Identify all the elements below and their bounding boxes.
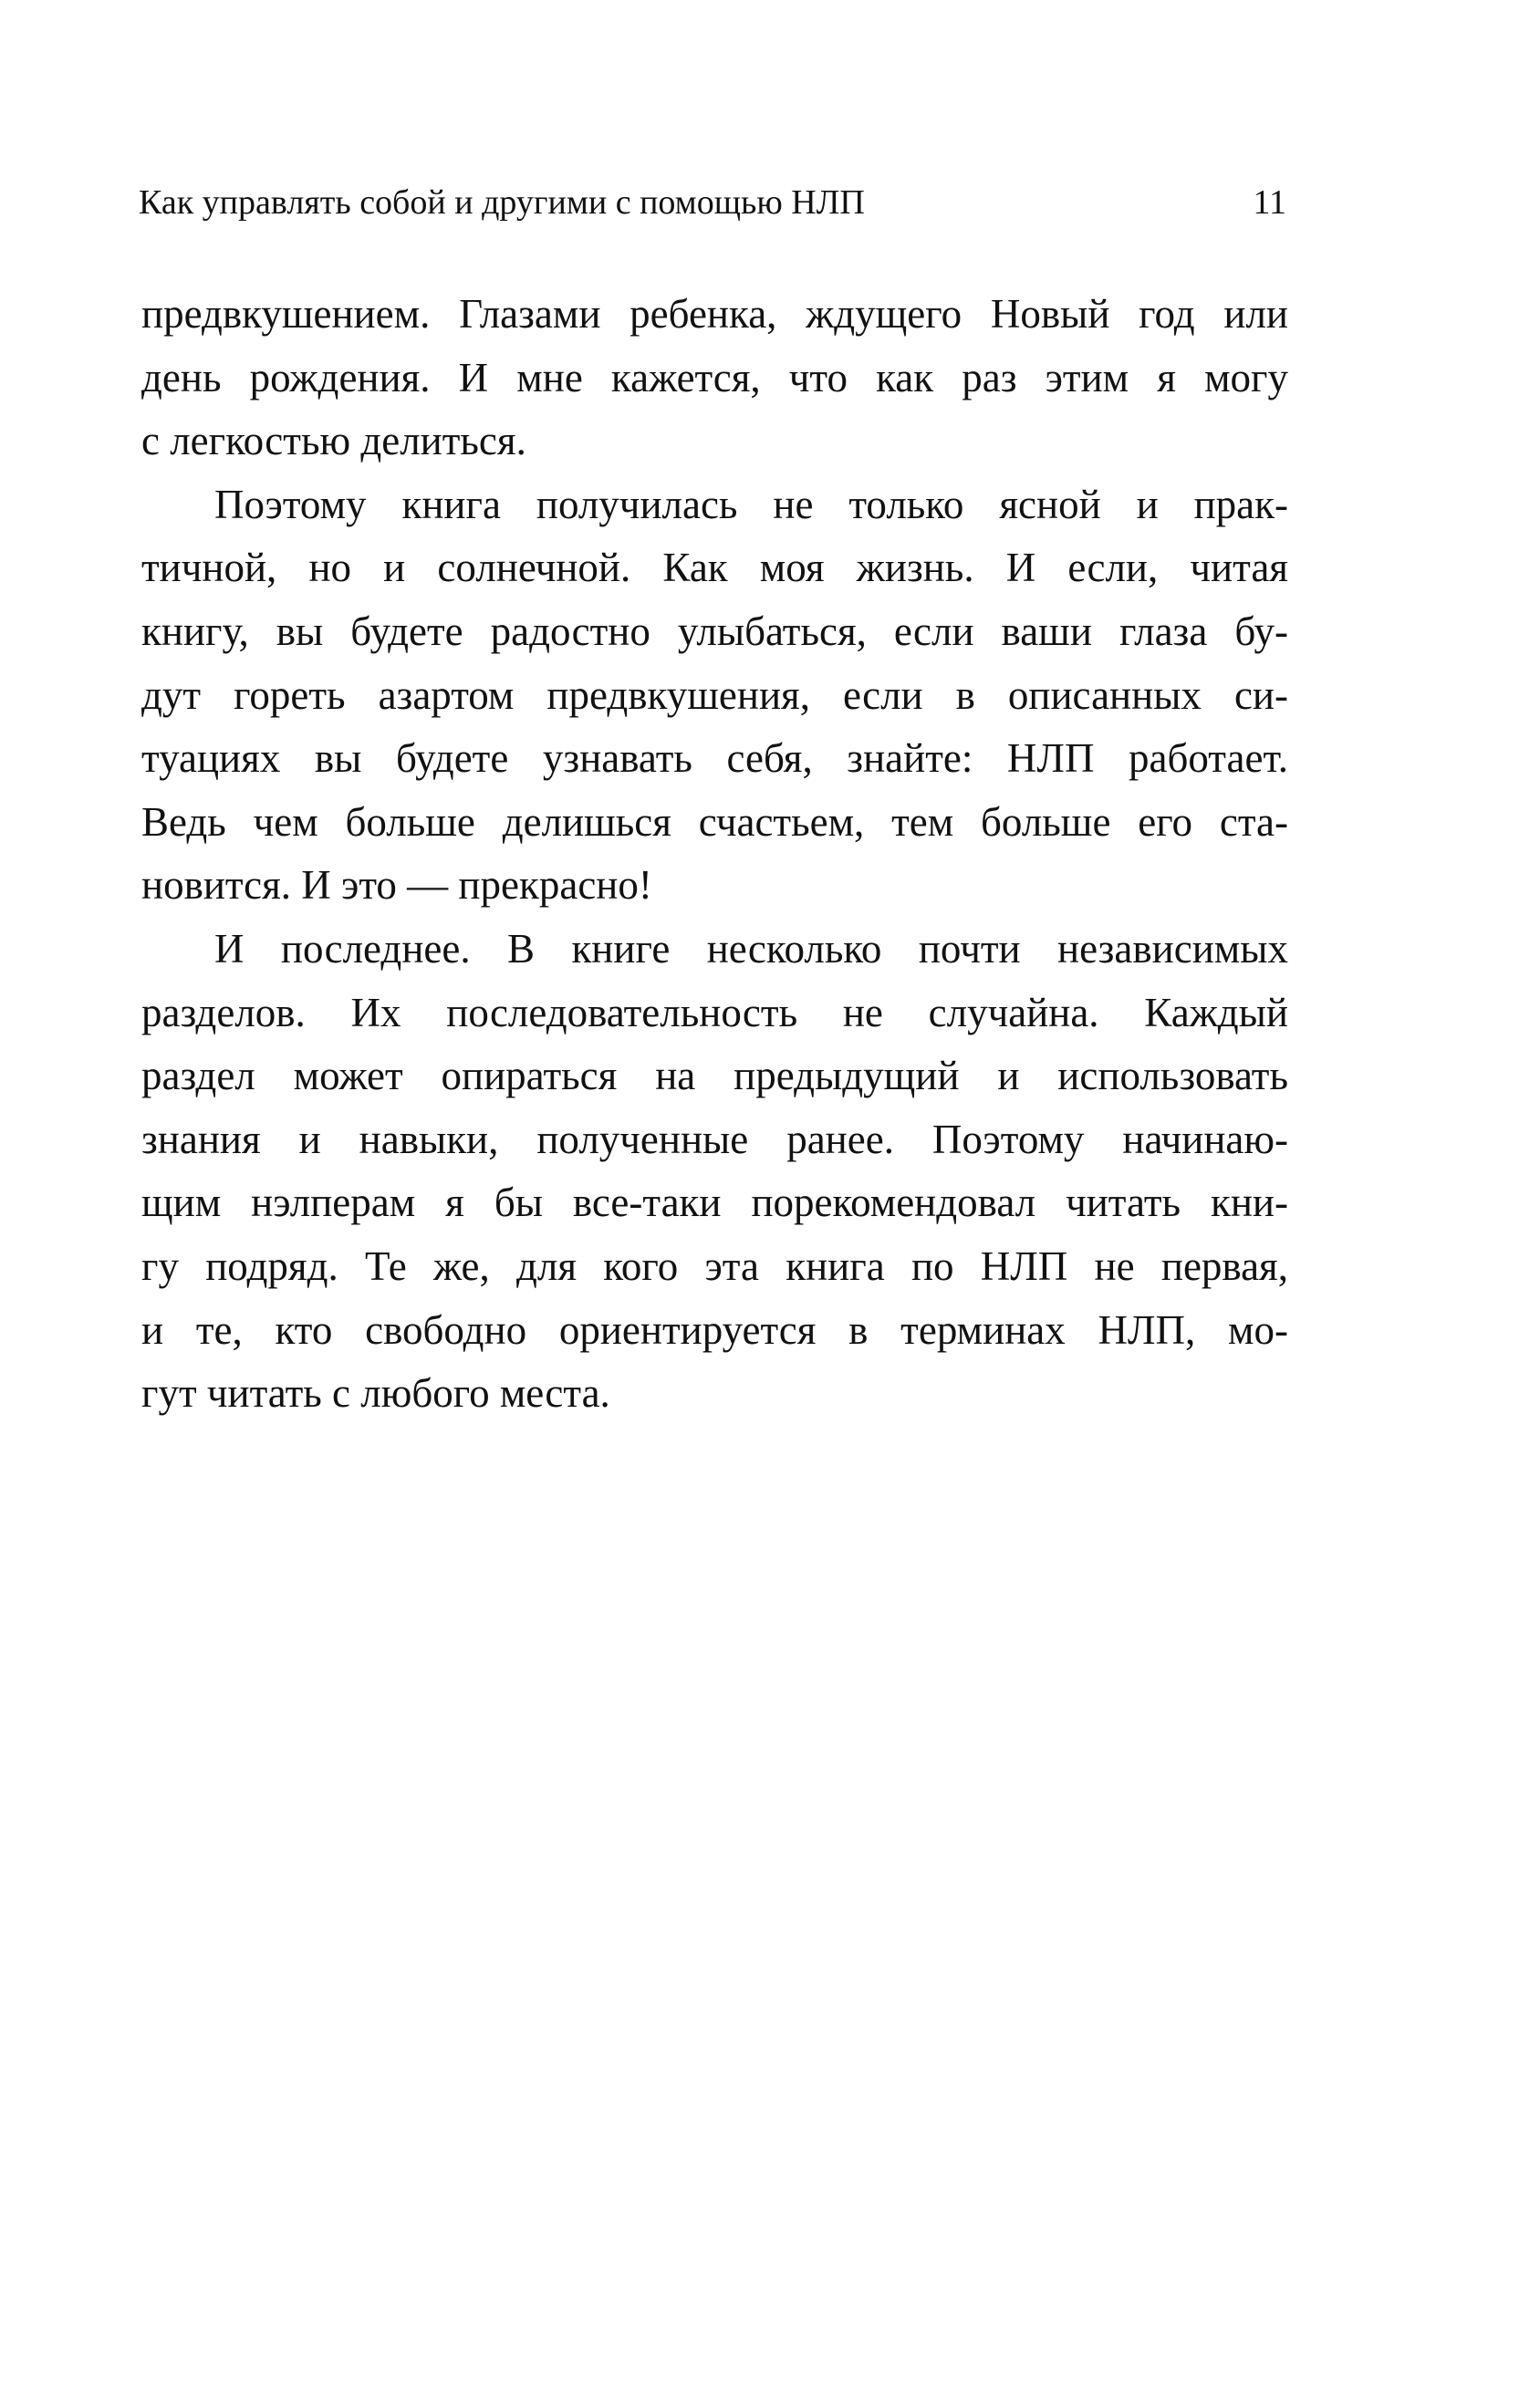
running-title: Как управлять собой и другими с помощью НЛП	[139, 183, 865, 222]
paragraph	[141, 473, 1288, 918]
text-line: раздел может опираться на предыдущий и использовать	[141, 1053, 1288, 1099]
text-line: туациях вы будете узнавать себя, знайте: НЛП работает.	[141, 735, 1288, 782]
running-header	[139, 182, 1286, 228]
text-line: Ведь чем больше делишься счастьем, тем больше его ста-	[141, 798, 1288, 845]
text-line: гут читать с любого места.	[141, 1370, 610, 1417]
text-line: щим нэлперам я бы все-таки порекомендовал читать кни-	[141, 1180, 1288, 1226]
text-line: разделов. Их последовательность не случайна. Каждый	[141, 989, 1288, 1035]
paragraph	[141, 283, 1288, 473]
text-line: Поэтому книга получилась не только ясной и прак-	[214, 481, 1288, 527]
text-line: и те, кто свободно ориентируется в терминах НЛП, мо-	[141, 1306, 1288, 1353]
text-line: предвкушением. Глазами ребенка, ждущего Новый год или	[141, 291, 1288, 337]
paragraph	[141, 918, 1288, 1426]
body-text	[141, 283, 1288, 1426]
text-line: И последнее. В книге несколько почти независимых	[214, 925, 1288, 972]
text-line: книгу, вы будете радостно улыбаться, если ваши глаза бу-	[141, 608, 1288, 654]
text-line: дут гореть азартом предвкушения, если в описанных си-	[141, 671, 1288, 718]
text-line: с легкостью делиться.	[141, 418, 526, 464]
text-line: новится. И это — прекрасно!	[141, 862, 652, 909]
text-line: тичной, но и солнечной. Как моя жизнь. И если, читая	[141, 545, 1288, 591]
text-line: гу подряд. Те же, для кого эта книга по НЛП не первая,	[141, 1242, 1288, 1289]
text-line: день рождения. И мне кажется, что как раз этим я могу	[141, 354, 1288, 400]
text-line: знания и навыки, полученные ранее. Поэтому начинаю-	[141, 1116, 1288, 1162]
page-number: 11	[1253, 183, 1286, 222]
